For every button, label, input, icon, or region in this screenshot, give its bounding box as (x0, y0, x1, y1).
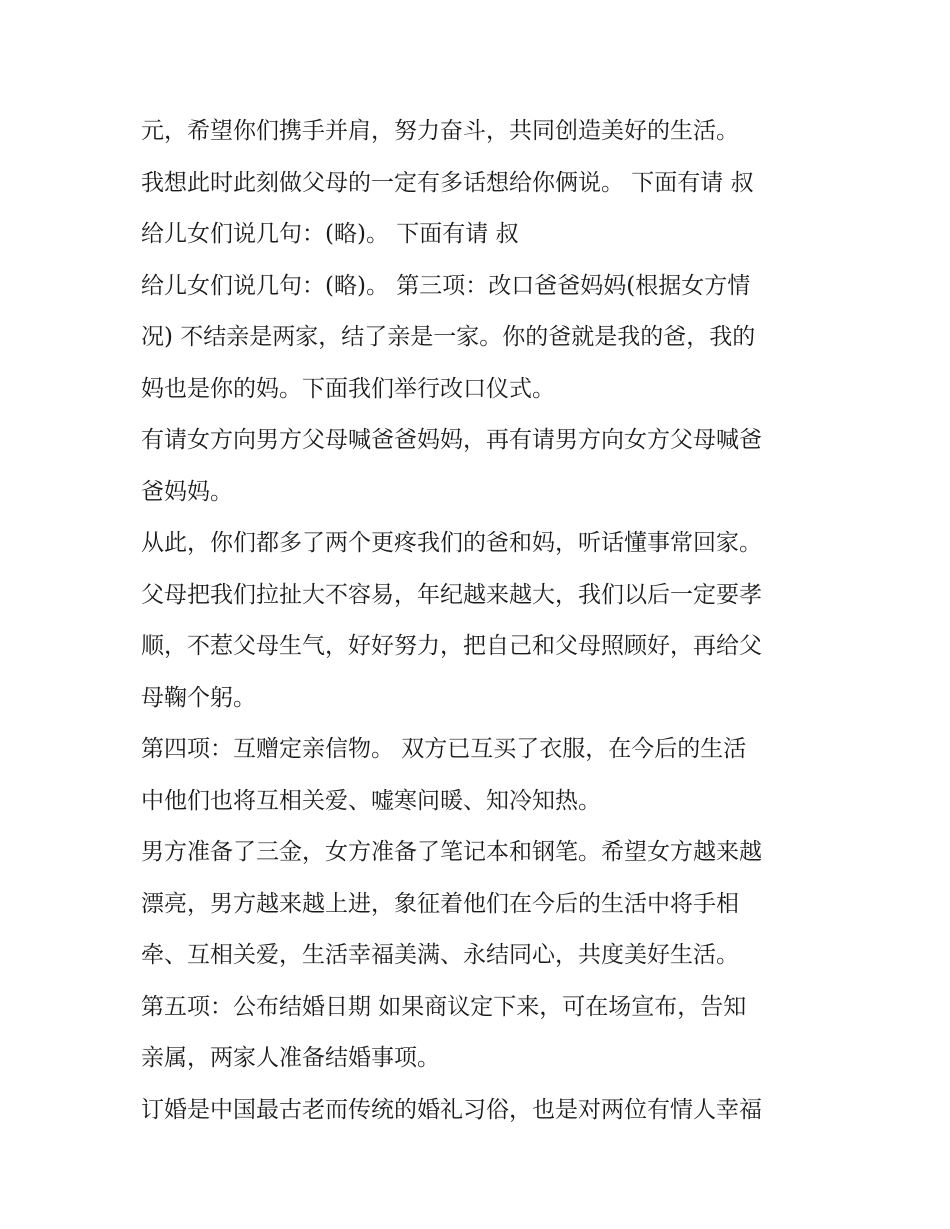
text-line: 男方准备了三金，女方准备了笔记本和钢笔。希望女方越来越 (141, 839, 762, 865)
text-line: 父母把我们拉扯大不容易，年纪越来越大，我们以后一定要孝 (141, 581, 762, 608)
text-line: 漂亮，男方越来越上进，象征着他们在今后的生活中将手相 (141, 890, 739, 917)
text-line: 况) 不结亲是两家，结了亲是一家。你的爸就是我的爸，我的 (141, 324, 756, 350)
text-line: 给儿女们说几句：(略)。 第三项：改口爸爸妈妈(根据女方情 (141, 272, 751, 299)
text-line: 亲属，两家人准备结婚事项。 (141, 1045, 440, 1071)
text-line: 有请女方向男方父母喊爸爸妈妈，再有请男方向女方父母喊爸 (141, 427, 762, 453)
text-line: 中他们也将互相关爱、嘘寒问暖、知冷知热。 (141, 787, 601, 814)
text-line: 订婚是中国最古老而传统的婚礼习俗，也是对两位有情人幸福 (141, 1096, 762, 1123)
text-line: 爸妈妈。 (141, 478, 233, 505)
text-line: 牵、互相关爱，生活幸福美满、永结同心，共度美好生活。 (141, 942, 739, 968)
text-line: 第五项：公布结婚日期 如果商议定下来，可在场宣布，告知 (141, 993, 747, 1020)
text-line: 元，希望你们携手并肩，努力奋斗，共同创造美好的生活。 (141, 118, 739, 144)
text-line: 我想此时此刻做父母的一定有多话想给你俩说。 下面有请 叔 (141, 169, 754, 196)
text-line: 从此，你们都多了两个更疼我们的爸和妈，听话懂事常回家。 (141, 530, 762, 556)
document-body (141, 106, 821, 1136)
text-line: 妈也是你的妈。下面我们举行改口仪式。 (141, 375, 555, 402)
text-line: 第四项：互赠定亲信物。 双方已互买了衣服，在今后的生活 (141, 736, 747, 762)
text-line: 母鞠个躬。 (141, 684, 256, 711)
text-line: 给儿女们说几句：(略)。 下面有请 叔 (141, 221, 519, 247)
text-line: 顺，不惹父母生气，好好努力，把自己和父母照顾好，再给父 (141, 633, 762, 659)
